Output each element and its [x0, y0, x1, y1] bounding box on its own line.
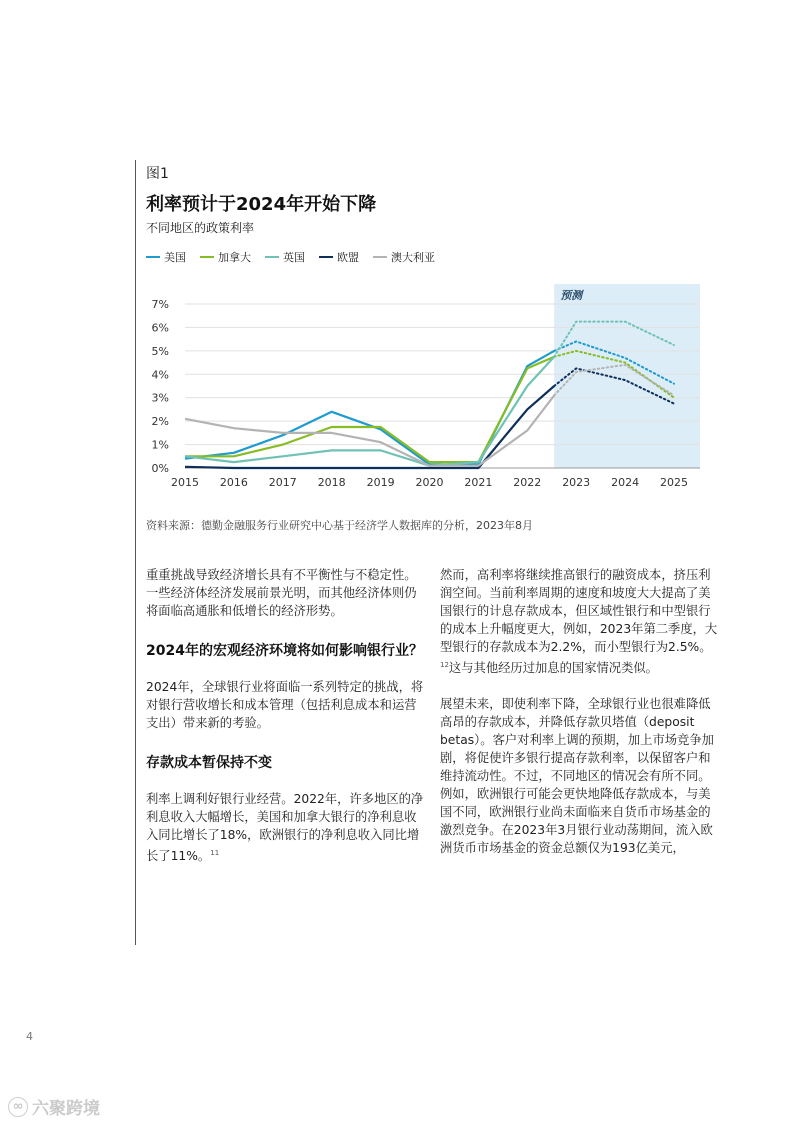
- legend-swatch-uk: [265, 256, 279, 258]
- legend-item: [146, 249, 186, 265]
- x-tick-label: 2016: [219, 476, 248, 489]
- paragraph: 重重挑战导致经济增长具有不平衡性与不稳定性。一些经济体经济发展前景光明，而其他经济体则仍将面临高通胀和低增长的经济形势。: [146, 568, 417, 618]
- legend-item: [265, 249, 305, 265]
- page-number: 4: [26, 1030, 33, 1043]
- series-line-historical: [185, 351, 554, 465]
- x-tick-label: 2025: [660, 476, 688, 489]
- figure-title: 利率预计于2024年开始下降: [146, 194, 377, 215]
- watermark-text: 六聚跨境: [32, 1099, 100, 1119]
- right-column: [440, 566, 718, 857]
- footnote-ref[interactable]: 12: [440, 661, 449, 669]
- left-column: [146, 566, 424, 865]
- x-tick-label: 2019: [366, 476, 395, 489]
- legend-swatch-canada: [200, 256, 214, 258]
- policy-rate-chart: [140, 278, 710, 510]
- section-heading: 2024年的宏观经济环境将如何影响银行业？: [146, 643, 423, 659]
- paragraph: 展望未来，即使利率下降，全球银行业也很难降低高昂的存款成本，并降低存款贝塔值（deposit betas）。客户对利率上调的预期，加上市场竞争加剧，将促使许多银行提高存款利率，以保留客户和维持流动性。不过，不同地区的情况会有所不同。例如，欧洲银行可能会更快地降低存款成本，与美国不同，欧洲银行业尚未面临来自货币市场基金的激烈竞争。在2023年3月银行业动荡期间，流入欧洲货币市场基金的资金总额仅为193亿美元，: [440, 697, 714, 856]
- x-tick-label: 2022: [513, 476, 542, 489]
- y-tick-label: 2%: [151, 415, 169, 429]
- y-tick-label: 5%: [151, 344, 169, 358]
- watermark-logo-icon: ∞: [8, 1097, 28, 1117]
- y-tick-label: 3%: [151, 391, 169, 405]
- x-tick-label: 2015: [171, 476, 199, 489]
- y-tick-label: 6%: [151, 321, 169, 335]
- x-tick-label: 2021: [464, 476, 493, 489]
- footnote-ref[interactable]: 11: [210, 849, 220, 857]
- figure-subtitle: 不同地区的政策利率: [146, 221, 255, 235]
- forecast-band: [554, 284, 700, 468]
- x-tick-label: 2020: [415, 476, 444, 489]
- y-tick-label: 4%: [151, 368, 169, 382]
- x-tick-label: 2023: [562, 476, 591, 489]
- paragraph: 然而，高利率将继续推高银行的融资成本，挤压利润空间。当前利率周期的速度和坡度大大提高了美国银行的计息存款成本，但区域性银行和中型银行的成本上升幅度更大，例如，2023年第二季度，大型银行的存款成本为2.2%，而小型银行为2.5%。: [440, 568, 718, 654]
- legend-swatch-australia: [373, 256, 387, 258]
- legend-item: [200, 249, 251, 265]
- legend-label-australia: 澳大利亚: [391, 251, 435, 264]
- series-line-historical: [185, 357, 554, 462]
- y-tick-label: 0%: [151, 462, 169, 475]
- watermark: [8, 1094, 100, 1119]
- paragraph-tail: 这与其他经历过加息的国家情况类似。: [448, 661, 658, 676]
- legend-label-us: 美国: [164, 251, 186, 264]
- legend-swatch-eu: [319, 256, 333, 258]
- x-tick-label: 2018: [317, 476, 346, 489]
- section-heading: 存款成本暂保持不变: [146, 755, 272, 771]
- figure-rule: [135, 160, 136, 945]
- legend-label-canada: 加拿大: [218, 251, 251, 264]
- legend-label-uk: 英国: [283, 251, 305, 264]
- paragraph: 利率上调利好银行业经营。2022年，许多地区的净利息收入大幅增长，美国和加拿大银行的净利息收入同比增长了18%，欧洲银行的净利息收入同比增长了11%。: [146, 792, 424, 864]
- x-tick-label: 2024: [611, 476, 640, 489]
- legend-item: [373, 249, 435, 265]
- forecast-label: 预测: [560, 289, 583, 302]
- chart-legend: [146, 249, 435, 265]
- legend-swatch-us: [146, 256, 160, 258]
- paragraph: 2024年，全球银行业将面临一系列特定的挑战，将对银行营收增长和成本管理（包括利息成本和运营支出）带来新的考验。: [146, 680, 424, 730]
- y-tick-label: 1%: [151, 438, 169, 452]
- figure-label: 图1: [146, 166, 169, 182]
- legend-item: [319, 249, 359, 265]
- figure-source: 资料来源：德勤金融服务行业研究中心基于经济学人数据库的分析，2023年8月: [146, 519, 533, 532]
- legend-label-eu: 欧盟: [337, 251, 359, 264]
- y-tick-label: 7%: [151, 298, 169, 311]
- x-tick-label: 2017: [268, 476, 297, 489]
